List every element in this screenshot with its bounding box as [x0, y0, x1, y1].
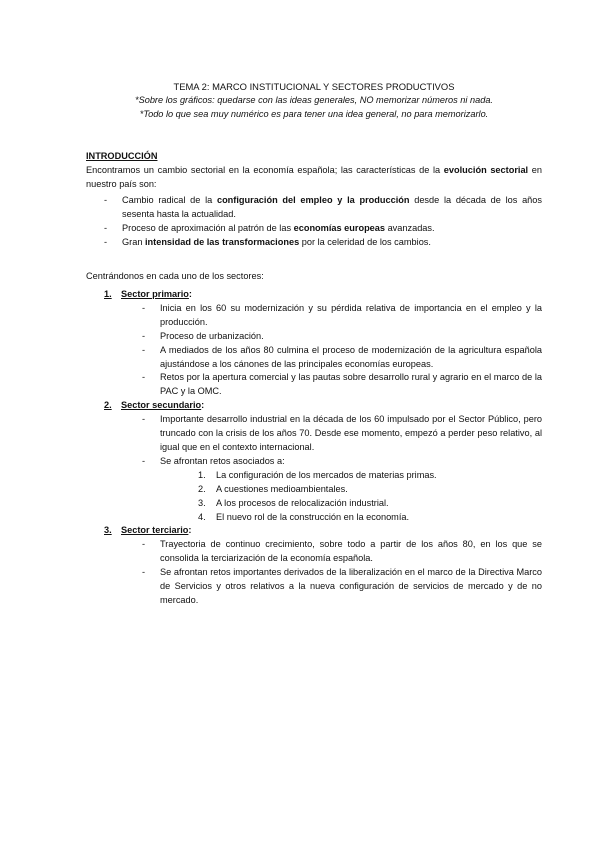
sector-terciario-heading: [104, 524, 542, 538]
item-number: 2.: [198, 483, 206, 494]
point-text: Inicia en los 60 su modernización y su pérdida relativa de importancia en el empleo y la producción.: [160, 302, 542, 327]
numbered-sublist: [198, 469, 542, 525]
bullet-bold: configuración del empleo y la producción: [216, 195, 410, 205]
list-item: [198, 469, 542, 483]
intro-text-bold: evolución sectorial: [443, 165, 529, 175]
list-item: [198, 497, 542, 511]
sector-label: Sector secundario: [121, 400, 202, 411]
sector-label: Sector terciario: [121, 525, 189, 536]
sector-colon: :: [188, 289, 192, 299]
subpoint-text: El nuevo rol de la construcción en la economía.: [216, 511, 410, 522]
bullet-bold: intensidad de las transformaciones: [144, 236, 300, 247]
subpoint-text: A cuestiones medioambientales.: [216, 483, 348, 494]
dash-marker: -: [142, 302, 146, 313]
page-title: TEMA 2: MARCO INSTITUCIONAL Y SECTORES PRODUCTIVOS: [173, 81, 455, 92]
list-item: [142, 455, 542, 469]
bullet-text: Cambio radical de la: [122, 195, 217, 205]
bullet-text: Gran: [122, 236, 145, 247]
list-item: [142, 566, 542, 608]
intro-text-c: en nuestro país son:: [86, 165, 542, 189]
sector-secundario-points: [142, 413, 542, 524]
point-text: Se afrontan retos importantes derivados de la liberalización en el marco de la Directiva Marco de Servicios y otros relativos a la nueva configuración de servicios de mercado y de no mercado.: [160, 567, 542, 605]
sector-secundario-heading: [104, 399, 542, 413]
sector-number: 1.: [104, 289, 112, 299]
list-item: [198, 511, 542, 525]
sectors-lead: Centrándonos en cada uno de los sectores:: [86, 271, 264, 281]
point-text: Trayectoria de continuo crecimiento, sobre todo a partir de los años 80, en los que se consolida la terciarización de la economía española.: [160, 539, 542, 564]
list-item: [104, 236, 542, 250]
sector-primario-heading: [104, 288, 542, 302]
sector-colon: :: [188, 525, 192, 536]
dash-marker: -: [104, 236, 108, 247]
dash-marker: -: [142, 330, 146, 341]
section-heading-introduccion: INTRODUCCIÓN: [86, 151, 158, 161]
list-item: [142, 344, 542, 372]
note-numeric: *Todo lo que sea muy numérico es para tener una idea general, no para memorizarlo.: [139, 108, 489, 119]
sectors-list: [104, 288, 542, 608]
list-item: [104, 222, 542, 236]
list-item: [104, 194, 542, 222]
sector-number: 3.: [104, 525, 112, 536]
dash-marker: -: [142, 539, 146, 550]
intro-text-a: Encontramos un cambio sectorial en la economía española; las características de la: [86, 165, 444, 175]
sector-terciario-points: [142, 538, 542, 608]
point-text: A mediados de los años 80 culmina el proceso de modernización de la agricultura española ajustándose a los cánones de las principales economías europeas.: [160, 344, 542, 369]
subpoint-text: La configuración de los mercados de materias primas.: [216, 469, 437, 480]
intro-bullet-list: [104, 194, 542, 250]
subpoint-text: A los procesos de relocalización industrial.: [216, 497, 389, 508]
dash-marker: -: [142, 372, 146, 383]
dash-marker: -: [142, 567, 146, 578]
point-text: Importante desarrollo industrial en la década de los 60 impulsado por el Sector Público, pero truncado con la crisis de los años 70. Desde ese momento, empezó a perder peso relativo, al igual que en el contexto internacional.: [160, 414, 542, 452]
bullet-text: desde la década de los años sesenta hasta la actualidad.: [122, 195, 542, 219]
bullet-text: por la celeridad de los cambios.: [299, 236, 431, 247]
dash-marker: -: [142, 455, 146, 466]
list-item: [142, 302, 542, 330]
bullet-text: avanzadas.: [385, 222, 435, 233]
dash-marker: -: [142, 414, 146, 425]
sector-label: Sector primario: [121, 289, 189, 299]
note-graphics: *Sobre los gráficos: quedarse con las ideas generales, NO memorizar números ni nada.: [135, 94, 493, 105]
dash-marker: -: [104, 195, 108, 205]
list-item: [142, 538, 542, 566]
point-text: Se afrontan retos asociados a:: [160, 455, 285, 466]
sector-number: 2.: [104, 400, 112, 411]
item-number: 1.: [198, 469, 206, 480]
list-item: [198, 483, 542, 497]
sector-colon: :: [201, 400, 205, 411]
point-text: Retos por la apertura comercial y las pautas sobre desarrollo rural y agrario en el marco de la PAC y la OMC.: [160, 372, 542, 397]
sector-primario-points: [142, 302, 542, 399]
title-block: [86, 80, 542, 122]
bullet-text: Proceso de aproximación al patrón de las: [122, 222, 294, 233]
dash-marker: -: [104, 222, 108, 233]
list-item: [142, 413, 542, 455]
bullet-bold: economías europeas: [293, 222, 386, 233]
list-item: [142, 371, 542, 399]
item-number: 4.: [198, 511, 206, 522]
list-item: [142, 330, 542, 344]
point-text: Proceso de urbanización.: [160, 330, 264, 341]
dash-marker: -: [142, 344, 146, 355]
item-number: 3.: [198, 497, 206, 508]
intro-paragraph: [86, 164, 542, 192]
